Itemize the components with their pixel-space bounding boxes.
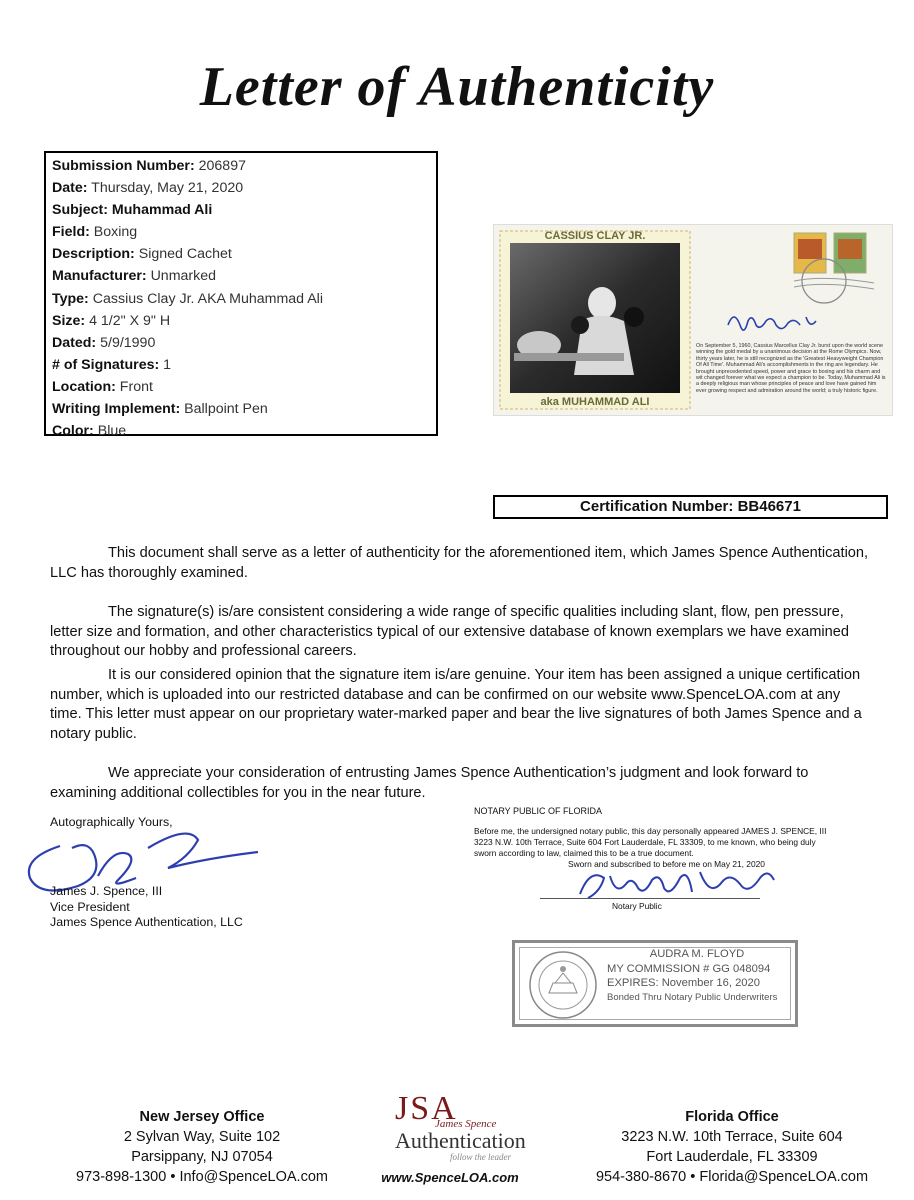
paragraph: The signature(s) is/are consistent considering a wide range of specific qualities including slant, flow, pen pressure, letter size and formation, and other characteristics typical of our extensive database of known exemplars we have examined throughout our hobby and professional careers.: [50, 604, 850, 659]
detail-label: Subject:: [52, 202, 108, 219]
detail-row: [52, 177, 430, 199]
detail-row: [52, 221, 430, 243]
paragraph: We appreciate your consideration of entrusting James Spence Authentication’s judgment and look forward to examining additional collectibles for you in the near future.: [50, 765, 809, 801]
detail-row: [52, 420, 430, 442]
website-link[interactable]: www.SpenceLOA.com: [381, 1170, 519, 1185]
cachet-bottom-caption: aka MUHAMMAD ALI: [540, 396, 650, 408]
detail-label: Location:: [52, 378, 116, 395]
notary-stamp-text: [607, 947, 787, 1005]
detail-label: Type:: [52, 290, 89, 307]
detail-row: [52, 310, 430, 332]
detail-label: Description:: [52, 246, 135, 263]
office-title: New Jersey Office: [139, 1109, 265, 1125]
bullet: •: [170, 1169, 176, 1185]
detail-label: Field:: [52, 224, 90, 241]
detail-value: 5/9/1990: [100, 334, 156, 351]
notary-stamp: [512, 940, 798, 1027]
detail-label: Color:: [52, 423, 94, 440]
stamp-line: EXPIRES: November 16, 2020: [607, 977, 760, 989]
detail-label: Submission Number:: [52, 158, 195, 174]
cachet-top-caption: CASSIUS CLAY JR.: [544, 230, 646, 242]
detail-value: 1: [163, 356, 172, 373]
detail-value: Unmarked: [150, 268, 217, 285]
detail-row: [52, 265, 430, 287]
signoff-details: [50, 884, 243, 931]
detail-label: # of Signatures:: [52, 356, 160, 373]
logo-authentication: Authentication: [395, 1128, 526, 1153]
item-photo: [493, 224, 893, 416]
certification-label: Certification Number:: [580, 498, 734, 515]
office-contact: [572, 1167, 892, 1187]
detail-row: [52, 376, 430, 398]
signoff-name: James J. Spence, III: [50, 884, 163, 898]
detail-label: Manufacturer:: [52, 268, 147, 285]
detail-value: Muhammad Ali: [111, 202, 213, 219]
fl-office: [572, 1107, 892, 1187]
office-line: 2 Sylvan Way, Suite 102: [123, 1129, 281, 1145]
detail-value: Ballpoint Pen: [184, 401, 268, 418]
detail-value: Signed Cachet: [138, 246, 232, 263]
detail-row: [52, 398, 430, 420]
jsa-logo: [395, 1090, 545, 1162]
detail-value: Front: [119, 378, 153, 395]
certification-value: BB46671: [737, 498, 801, 515]
office-line: 3223 N.W. 10th Terrace, Suite 604: [621, 1129, 843, 1145]
notary-heading: NOTARY PUBLIC OF FLORIDA: [474, 806, 603, 816]
office-email[interactable]: Florida@SpenceLOA.com: [699, 1169, 869, 1185]
office-line: Parsippany, NJ 07054: [131, 1149, 273, 1165]
notary-seal-icon: [525, 949, 601, 1021]
stamp-line: AUDRA M. FLOYD: [649, 948, 745, 960]
detail-value: Cassius Clay Jr. AKA Muhammad Ali: [92, 290, 323, 307]
office-phone: 954-380-8670: [595, 1169, 687, 1185]
detail-label: Date:: [52, 180, 88, 197]
notary-public-label: Notary Public: [612, 901, 662, 911]
office-contact: [42, 1167, 362, 1187]
detail-row: [52, 199, 430, 221]
paragraph: This document shall serve as a letter of authenticity for the aforementioned item, which James Spence Authentication, LLC has thoroughly examined.: [50, 545, 869, 581]
detail-row: [52, 332, 430, 354]
notary-statement: Before me, the undersigned notary public, this day personally appeared JAMES J. SPENCE, III 3223 N.W. 10th Terrace, Suite 604 Fort Lauderdale, FL 33309, to me known, who being duly sworn according to law, claimed this to be a true document.: [474, 826, 827, 858]
detail-row: [52, 288, 430, 310]
certification-number-box: [493, 495, 888, 519]
office-title: Florida Office: [685, 1109, 779, 1125]
detail-label: Writing Implement:: [52, 401, 181, 418]
bullet: •: [690, 1169, 696, 1185]
detail-value: 206897: [198, 158, 246, 174]
detail-row: [52, 354, 430, 376]
signoff-company: James Spence Authentication, LLC: [50, 915, 243, 929]
stamp-line: MY COMMISSION # GG 048094: [607, 962, 771, 975]
nj-office: [42, 1107, 362, 1187]
cachet-illustration: [494, 225, 892, 415]
detail-label: Dated:: [52, 334, 97, 351]
item-details-box: [44, 151, 438, 440]
office-line: Fort Lauderdale, FL 33309: [646, 1149, 818, 1165]
detail-value: 4 1/2" X 9" H: [89, 312, 171, 329]
detail-value: Thursday, May 21, 2020: [91, 180, 244, 197]
signoff-closing: Autographically Yours,: [50, 815, 173, 829]
logo-tagline: follow the leader: [450, 1152, 511, 1162]
detail-value: Blue: [97, 423, 127, 440]
logo-james-spence: James Spence: [435, 1118, 497, 1130]
paragraph: It is our considered opinion that the signature item is/are genuine. Your item has been assigned a unique certification number, which is uploaded into our restricted database and can be confirmed on our website www.SpenceLOA.com at any time. This letter must appear on our proprietary water-marked paper and bear the live signatures of both James Spence and a notary public.: [50, 667, 862, 742]
signoff-role: Vice President: [50, 899, 130, 914]
detail-row: [52, 155, 430, 177]
stamp-line: Bonded Thru Notary Public Underwriters: [607, 991, 778, 1003]
detail-value: Boxing: [93, 224, 138, 241]
notary-sworn-line: Sworn and subscribed to before me on May 21, 2020: [568, 859, 765, 869]
notary-signature-line: [540, 898, 760, 899]
logo-jsa: JSA: [395, 1090, 458, 1127]
detail-row: [52, 243, 430, 265]
detail-label: Size:: [52, 312, 86, 329]
office-phone: 973-898-1300: [76, 1169, 167, 1185]
office-email[interactable]: Info@SpenceLOA.com: [179, 1169, 328, 1185]
cachet-story-text: On September 5, 1960, Cassius Marcellus Clay Jr. burst upon the world scene winning the gold medal by a unanimous decision at the Rome Olympics. Now, thirty years later, he is still recognized as the 'Greatest Heavyweight Champion Of All Time'. Muhammad Ali's accomplishments in the ring are legendary. He brought unprecedented speed, power and grace to boxing and his charm and wit changed forever what we expect a champion to be. Today, Muhammad Ali is a deeply religious man whose principles of peace and love have gained him ever growing respect and admiration around the world; a truly historic figure.: [696, 343, 886, 394]
document-title: Letter of Authenticity: [199, 56, 715, 118]
